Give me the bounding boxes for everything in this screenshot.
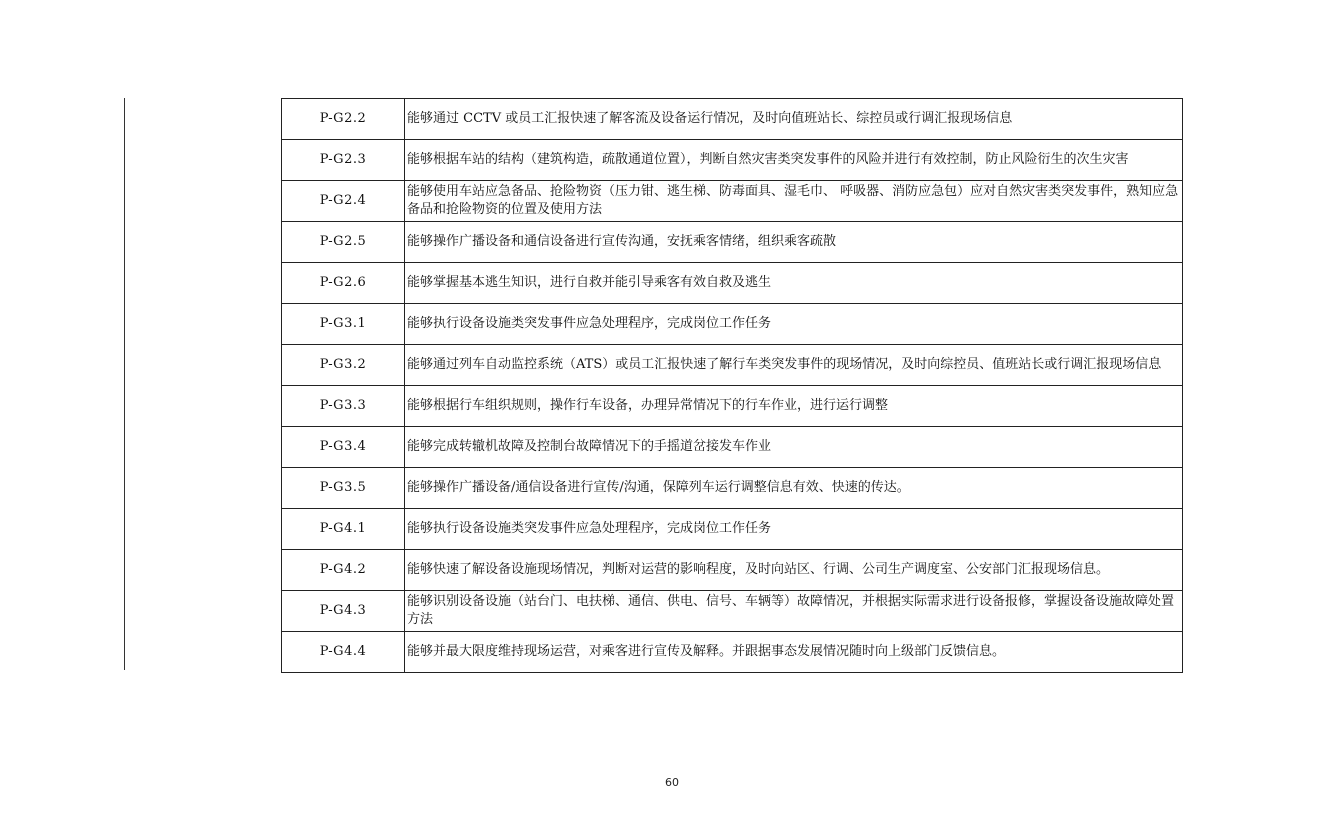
- competency-code: P-G4.1: [282, 509, 405, 550]
- competency-description: 能够并最大限度维持现场运营，对乘客进行宣传及解释。并跟据事态发展情况随时向上级部门反馈信息。: [405, 632, 1183, 673]
- competency-description: 能够通过列车自动监控系统（ATS）或员工汇报快速了解行车类突发事件的现场情况，及时向综控员、值班站长或行调汇报现场信息: [405, 345, 1183, 386]
- table-row: [282, 550, 1183, 591]
- competency-code: P-G2.4: [282, 181, 405, 222]
- competency-code: P-G2.6: [282, 263, 405, 304]
- competency-description: 能够快速了解设备设施现场情况，判断对运营的影响程度，及时向站区、行调、公司生产调度室、公安部门汇报现场信息。: [405, 550, 1183, 591]
- competency-code: P-G2.2: [282, 99, 405, 140]
- table-row: [282, 632, 1183, 673]
- table-row: [282, 386, 1183, 427]
- table-row: [282, 222, 1183, 263]
- table-row: [282, 99, 1183, 140]
- table-row: [282, 181, 1183, 222]
- competency-code: P-G3.3: [282, 386, 405, 427]
- table-row: [282, 304, 1183, 345]
- table-row: [282, 468, 1183, 509]
- competency-code: P-G3.2: [282, 345, 405, 386]
- left-margin-rule: [124, 98, 125, 670]
- table-row: [282, 345, 1183, 386]
- competency-code: P-G4.2: [282, 550, 405, 591]
- competency-code: P-G4.4: [282, 632, 405, 673]
- table-row: [282, 263, 1183, 304]
- competency-description: 能够操作广播设备/通信设备进行宣传/沟通，保障列车运行调整信息有效、快速的传达。: [405, 468, 1183, 509]
- competency-description: 能够使用车站应急备品、抢险物资（压力钳、逃生梯、防毒面具、湿毛巾、 呼吸器、消防应急包）应对自然灾害类突发事件，熟知应急备品和抢险物资的位置及使用方法: [405, 181, 1183, 222]
- competency-code: P-G2.5: [282, 222, 405, 263]
- competency-description: 能够掌握基本逃生知识，进行自救并能引导乘客有效自救及逃生: [405, 263, 1183, 304]
- competency-description: 能够执行设备设施类突发事件应急处理程序，完成岗位工作任务: [405, 509, 1183, 550]
- competency-description: 能够通过 CCTV 或员工汇报快速了解客流及设备运行情况，及时向值班站长、综控员或行调汇报现场信息: [405, 99, 1183, 140]
- competency-description: 能够根据行车组织规则，操作行车设备，办理异常情况下的行车作业，进行运行调整: [405, 386, 1183, 427]
- competency-description: 能够执行设备设施类突发事件应急处理程序，完成岗位工作任务: [405, 304, 1183, 345]
- competency-code: P-G3.1: [282, 304, 405, 345]
- competency-description: 能够完成转辙机故障及控制台故障情况下的手摇道岔接发车作业: [405, 427, 1183, 468]
- competency-code: P-G3.4: [282, 427, 405, 468]
- table-row: [282, 427, 1183, 468]
- competency-table: [281, 98, 1183, 673]
- page-number: 60: [665, 776, 679, 789]
- table-row: [282, 140, 1183, 181]
- competency-code: P-G4.3: [282, 591, 405, 632]
- competency-table-body: [282, 99, 1183, 673]
- competency-code: P-G3.5: [282, 468, 405, 509]
- table-row: [282, 591, 1183, 632]
- table-row: [282, 509, 1183, 550]
- competency-description: 能够操作广播设备和通信设备进行宣传沟通，安抚乘客情绪，组织乘客疏散: [405, 222, 1183, 263]
- competency-description: 能够根据车站的结构（建筑构造，疏散通道位置），判断自然灾害类突发事件的风险并进行有效控制，防止风险衍生的次生灾害: [405, 140, 1183, 181]
- competency-code: P-G2.3: [282, 140, 405, 181]
- competency-description: 能够识别设备设施（站台门、电扶梯、通信、供电、信号、车辆等）故障情况，并根据实际需求进行设备报修，掌握设备设施故障处置方法: [405, 591, 1183, 632]
